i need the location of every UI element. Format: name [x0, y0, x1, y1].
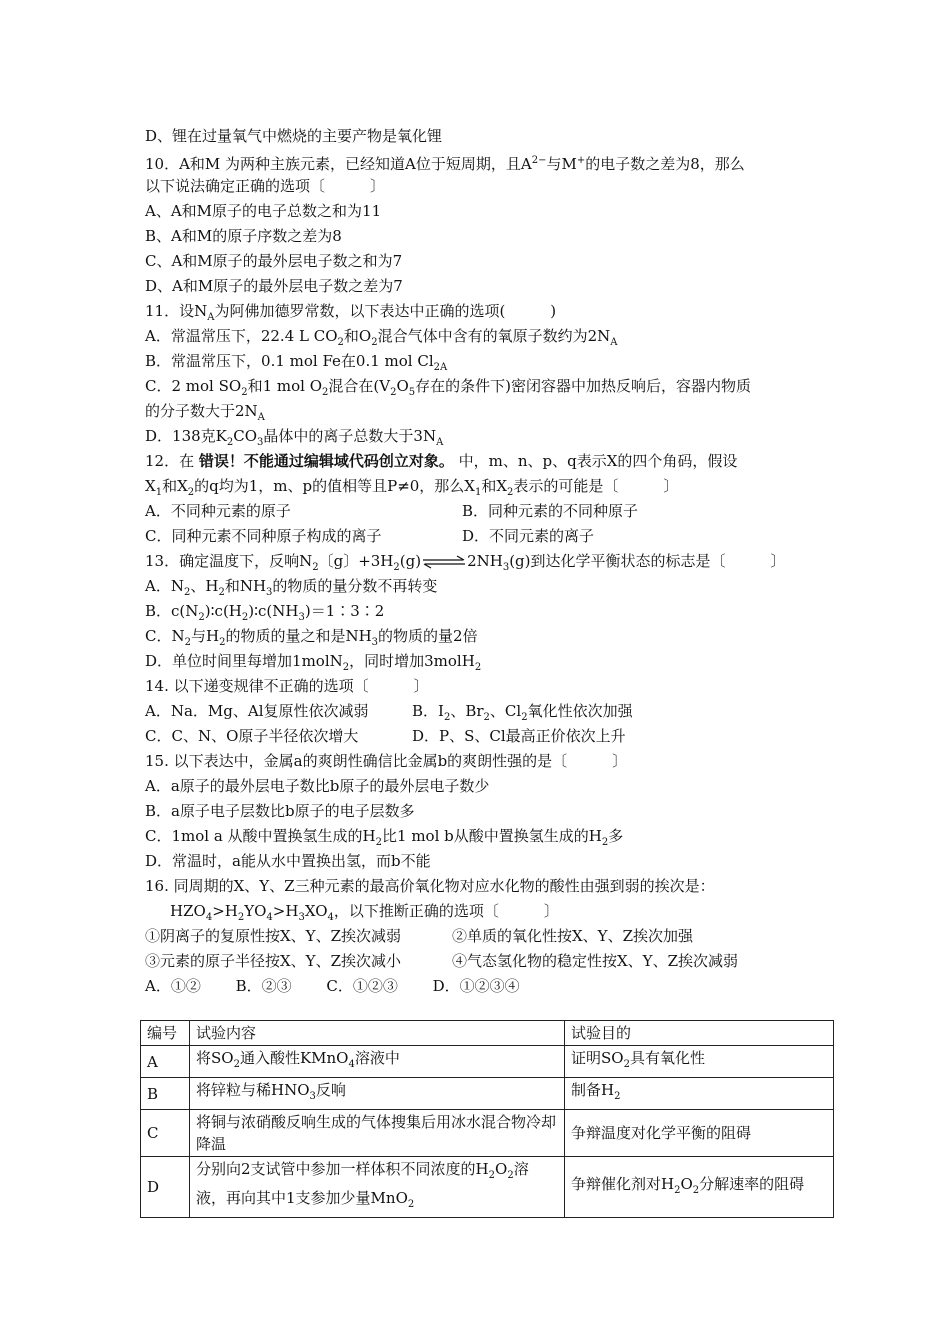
q10-option-a: A、A和M原子的电子总数之和为11: [145, 202, 382, 220]
header-cell-content: 试验内容: [190, 1021, 565, 1046]
q13-option-b: B．$c(N_2)∶c(H_2)∶c(NH_3)=1∶3∶2$: [145, 602, 385, 623]
q16-statements-34: ③元素的原子半径按X、Y、Z挨次减小 ④气态氢化物的稳定性按X、Y、Z挨次减弱: [145, 952, 739, 970]
field-code-error: 错误！不能通过编辑域代码创立对象。: [198, 452, 454, 470]
row-purpose: 制备$H_2$: [565, 1078, 834, 1110]
q14-stem: 14. 以下递变规律不正确的选项〔 〕: [145, 677, 429, 695]
row-purpose: 证明$SO_2$具有氧化性: [565, 1046, 834, 1078]
q9-option-d: D、锂在过量氧气中燃烧的主要产物是氧化锂: [145, 127, 443, 145]
q14-options-cd: C．C、N、O原子半径依次增大 D．P、S、Cl最高正价依次上升: [145, 727, 626, 745]
table-header-row: [141, 1021, 834, 1046]
table-row: [141, 1110, 834, 1157]
row-id: A: [141, 1046, 190, 1078]
q12-stem-line2: $X_1$和$X_2$的q均为1，m、p的值相等且P≠0，那么$X_1$和$X_2$表示的可能是〔 〕: [145, 477, 679, 498]
row-id: B: [141, 1078, 190, 1110]
row-content: 分别向2支试管中参加一样体积不同浓度的$H_2O_2$溶液，再向其中1支参加少量MnO$_2$: [190, 1157, 565, 1218]
row-purpose: 争辩温度对化学平衡的阻碍: [565, 1110, 834, 1157]
q10-option-b: B、A和M的原子序数之差为8: [145, 227, 342, 245]
header-cell-id: 编号: [141, 1021, 190, 1046]
table-row: [141, 1078, 834, 1110]
row-content: 将锌粒与稀$HNO_3$反响: [190, 1078, 565, 1110]
q14-options-ab: A．Na．Mg、Al复原性依次减弱 B．$I_2$、$Br_2$、$Cl_2$氧化性依次加强: [145, 702, 633, 723]
q16-stem-line1: 16. 同周期的X、Y、Z三种元素的最高价氧化物对应水化物的酸性由强到弱的挨次是：: [145, 877, 715, 895]
q11-option-b: B．常温常压下，0.1 mol Fe在0.1 mol $Cl_{2A}$: [145, 352, 448, 373]
q12-options-cd: C．同种元素不同种原子构成的离子 D．不同元素的离子: [145, 527, 595, 545]
q13-option-d: D．单位时间里每增加1molN$_2$，同时增加3molH$_2$: [145, 652, 482, 673]
q13-option-c: C．$N_2$与$H_2$的物质的量之和是$NH_3$的物质的量2倍: [145, 627, 478, 648]
q10-stem-line2: 以下说法确定正确的选项〔 〕: [145, 177, 386, 195]
q10-option-d: D、A和M原子的最外层电子数之差为7: [145, 277, 403, 295]
q13-stem: 13．确定温度下，反响$N_2$〔g〕$+3H_2(g)$ $2NH_3(g)$到达化学平衡状态的标志是〔 〕: [145, 552, 786, 573]
q10-option-c: C、A和M原子的最外层电子数之和为7: [145, 252, 403, 270]
q11-option-c-line2: 的分子数大于$2N_A$: [145, 402, 265, 423]
q12-stem-line1: 12．在 错误！不能通过编辑域代码创立对象。 中，m、n、p、q表示X的四个角码，假设: [145, 452, 738, 470]
table-row: [141, 1157, 834, 1218]
q15-option-d: D．常温时，a能从水中置换出氢，而b不能: [145, 852, 431, 870]
q11-stem: 11．设$N_A$为阿佛加德罗常数，以下表达中正确的选项( ): [145, 302, 557, 323]
q12-options-ab: A．不同种元素的原子 B．同种元素的不同种原子: [145, 502, 639, 520]
equilibrium-arrow-icon: [421, 555, 467, 569]
row-id: C: [141, 1110, 190, 1157]
q16-stem-line2: $HZO_4>H_2YO_4>H_3XO_4$，以下推断正确的选项〔 〕: [170, 902, 559, 923]
q15-option-b: B．a原子电子层数比b原子的电子层数多: [145, 802, 415, 820]
table-row: [141, 1046, 834, 1078]
experiment-table: [140, 1020, 834, 1218]
q15-option-a: A．a原子的最外层电子数比b原子的最外层电子数少: [145, 777, 490, 795]
q11-option-c-line1: C．2 mol $SO_2$和1 mol $O_2$混合在($V_2O_5$存在的条件下)密闭容器中加热反响后，容器内物质: [145, 377, 751, 398]
q16-options: A．①② B．②③ C．①②③ D．①②③④: [145, 977, 520, 995]
row-content: 将铜与浓硝酸反响生成的气体搜集后用冰水混合物冷却降温: [190, 1110, 565, 1157]
q16-statements-12: ①阴离子的复原性按X、Y、Z挨次减弱 ②单质的氧化性按X、Y、Z挨次加强: [145, 927, 694, 945]
q10-stem-line1: 10．A和M 为两种主族元素，已经知道A位于短周期，且$A^{2-}$与M+的电子数之差为8，那么: [145, 155, 745, 173]
header-cell-purpose: 试验目的: [565, 1021, 834, 1046]
q15-stem: 15. 以下表达中，金属a的爽朗性确信比金属b的爽朗性强的是〔 〕: [145, 752, 628, 770]
row-content: 将$SO_2$通入酸性KMnO$_4$溶液中: [190, 1046, 565, 1078]
row-id: D: [141, 1157, 190, 1218]
q13-option-a: A．$N_2$、$H_2$和$NH_3$的物质的量分数不再转变: [145, 577, 438, 598]
q15-option-c: C．1mol a 从酸中置换氢生成的$H_2$比1 mol b从酸中置换氢生成的$H_2$多: [145, 827, 624, 848]
row-purpose: 争辩催化剂对$H_2O_2$分解速率的阻碍: [565, 1157, 834, 1218]
q11-option-d: D．138克$K_2CO_3$晶体中的离子总数大于$3N_A$: [145, 427, 444, 448]
q11-option-a: A．常温常压下，22.4 L $CO_2$和$O_2$混合气体中含有的氧原子数约为$2N_A$: [145, 327, 618, 348]
